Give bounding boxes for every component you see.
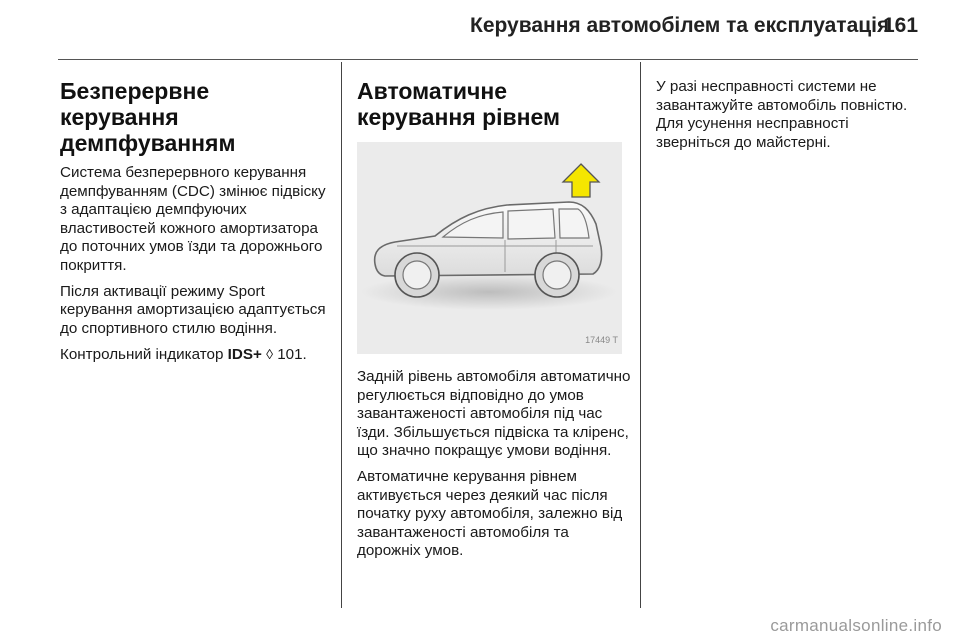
indicator-ids-plus: IDS+ bbox=[227, 346, 262, 364]
page-reference-arrow-icon: ◊ bbox=[266, 346, 273, 363]
column-malfunction bbox=[656, 78, 924, 159]
page-number: 161 bbox=[883, 14, 919, 37]
car-illustration bbox=[357, 142, 622, 354]
page-reference-link[interactable]: 101. bbox=[277, 346, 307, 364]
cdc-paragraph-2: Після активації режиму Sport керування амортизацією адаптується до спортивного стилю водіння. bbox=[60, 282, 326, 337]
up-arrow-icon bbox=[563, 164, 599, 197]
column-level-control bbox=[357, 78, 631, 568]
column-divider-2 bbox=[640, 62, 641, 608]
page-header-title: Керування автомобілем та експлуатація bbox=[470, 14, 890, 37]
level-control-paragraph-2: Автоматичне керування рівнем активується через деякий час після початку руху автомобіля, залежно від завантаженості автомобіля та дорожніх умов. bbox=[357, 467, 623, 560]
cdc-paragraph-1: Система безперервного керування демпфуванням (CDC) змінює підвіску з адаптацією демпфуючих властивостей кожного амортизатора до поточних умов їзди та дорожнього покриття. bbox=[60, 164, 326, 274]
figure-code: 17449 T bbox=[585, 335, 618, 346]
cdc-heading: Безперервне керування демпфуванням bbox=[60, 78, 236, 156]
level-control-paragraph-1: Задній рівень автомобіля автоматично регулюється відповідно до умов завантаженості автомобіля під час їзди. Збільшується підвіска та кліренс, що значно покращує умови водіння. bbox=[357, 368, 631, 460]
malfunction-paragraph: У разі несправності системи не завантажуйте автомобіль повністю. Для усунення несправності зверніться до майстерні. bbox=[656, 78, 908, 151]
indicator-label: Контрольний індикатор bbox=[60, 346, 228, 364]
column-divider-1 bbox=[341, 62, 342, 608]
cdc-paragraph-3 bbox=[60, 345, 332, 365]
level-control-heading: Автоматичне керування рівнем bbox=[357, 78, 561, 130]
car-side-view-image bbox=[357, 142, 622, 354]
header-rule bbox=[58, 59, 918, 60]
column-cdc bbox=[60, 78, 332, 372]
watermark: carmanualsonline.info bbox=[770, 616, 942, 635]
